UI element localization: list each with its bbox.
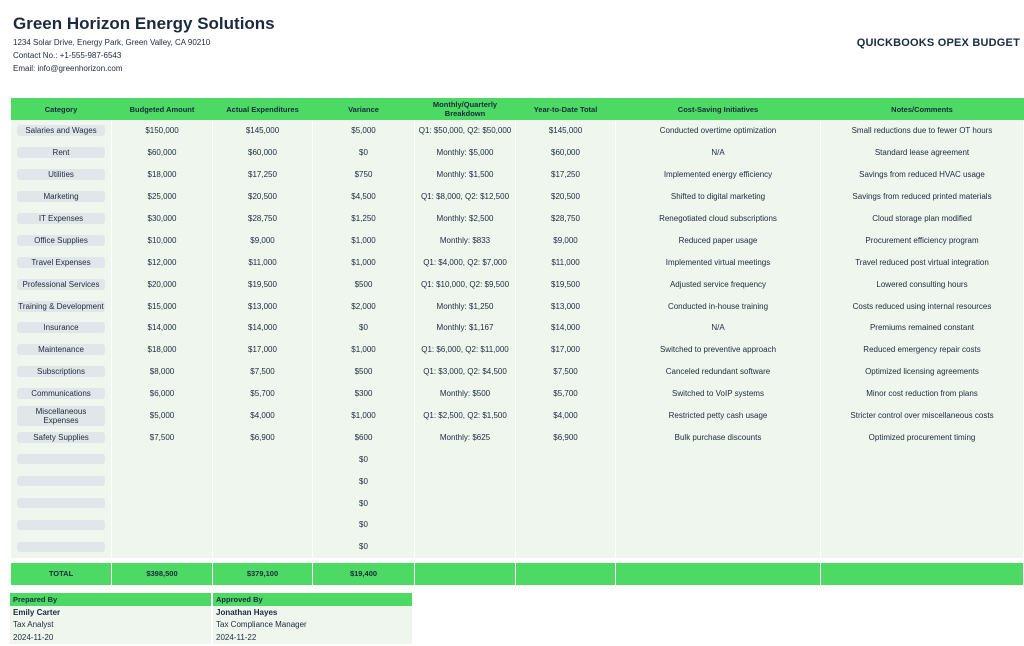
approved-by-date: 2024-11-22 (212, 631, 413, 644)
cell-actual: $14,000 (213, 317, 313, 339)
cell-budgeted: $7,500 (112, 426, 213, 448)
cell-budgeted (112, 492, 213, 514)
table-row (11, 208, 1024, 230)
cell-breakdown: Monthly: $2,500 (415, 208, 516, 230)
document-title: QUICKBOOKS OPEX BUDGET (856, 37, 1020, 49)
category-label: Communications (17, 388, 105, 399)
cell-budgeted (112, 536, 213, 560)
cell-budgeted: $15,000 (112, 295, 213, 317)
cell-initiative: Restricted petty cash usage (616, 405, 821, 427)
total-label: TOTAL (11, 560, 112, 585)
category-label (17, 542, 105, 552)
cell-breakdown: Monthly: $5,000 (415, 142, 516, 164)
cell-actual (213, 448, 313, 470)
category-label: Travel Expenses (17, 257, 105, 268)
total-variance: $19,400 (313, 560, 415, 585)
cell-breakdown (415, 470, 516, 492)
cell-notes: Stricter control over miscellaneous costs (821, 405, 1024, 427)
cell-category (11, 208, 112, 230)
cell-ytd (516, 492, 616, 514)
category-label (17, 476, 105, 486)
cell-category (11, 186, 112, 208)
category-label: Rent (17, 147, 105, 158)
cell-ytd: $7,500 (516, 361, 616, 383)
cell-variance: $500 (313, 273, 415, 295)
cell-breakdown: Monthly: $833 (415, 229, 516, 251)
cell-ytd: $17,000 (516, 339, 616, 361)
cell-notes: Lowered consulting hours (821, 273, 1024, 295)
table-row (11, 426, 1024, 448)
cell-notes: Cloud storage plan modified (821, 208, 1024, 230)
cell-variance: $1,000 (313, 339, 415, 361)
cell-category (11, 273, 112, 295)
cell-ytd: $60,000 (516, 142, 616, 164)
company-email: Email: info@greenhorizon.com (13, 64, 123, 73)
cell-actual (213, 536, 313, 560)
table-header-row (11, 98, 1024, 120)
table-row (11, 229, 1024, 251)
cell-ytd: $17,250 (516, 164, 616, 186)
cell-actual: $13,000 (213, 295, 313, 317)
cell-initiative: Implemented energy efficiency (616, 164, 821, 186)
cell-category (11, 492, 112, 514)
total-empty-breakdown (415, 560, 516, 585)
table-row (11, 317, 1024, 339)
cell-variance: $0 (313, 536, 415, 560)
cell-category (11, 470, 112, 492)
category-label: Training & Development (18, 301, 104, 311)
cell-category (11, 536, 112, 560)
cell-variance: $2,000 (313, 295, 415, 317)
total-empty-notes (821, 560, 1024, 585)
cell-notes: Standard lease agreement (821, 142, 1024, 164)
cell-ytd: $6,900 (516, 426, 616, 448)
prepared-by-header: Prepared By (10, 593, 212, 606)
table-row (11, 383, 1024, 405)
cell-initiative: Canceled redundant software (616, 361, 821, 383)
cell-variance: $0 (313, 317, 415, 339)
cell-notes: Minor cost reduction from plans (821, 383, 1024, 405)
cell-category (11, 229, 112, 251)
cell-variance: $0 (313, 492, 415, 514)
total-empty-initiative (616, 560, 821, 585)
cell-variance: $0 (313, 470, 415, 492)
cell-ytd: $9,000 (516, 229, 616, 251)
header-ytd-total: Year-to-Date Total (516, 98, 616, 120)
table-row (11, 142, 1024, 164)
prepared-by-date: 2024-11-20 (10, 631, 212, 644)
cell-budgeted: $10,000 (112, 229, 213, 251)
total-actual: $379,100 (213, 560, 313, 585)
cell-actual: $60,000 (213, 142, 313, 164)
cell-breakdown: Q1: $3,000, Q2: $4,500 (415, 361, 516, 383)
cell-variance: $1,000 (313, 251, 415, 273)
cell-budgeted (112, 514, 213, 536)
cell-breakdown (415, 536, 516, 560)
cell-breakdown: Monthly: $500 (415, 383, 516, 405)
cell-category (11, 448, 112, 470)
cell-category (11, 405, 112, 427)
table-row (11, 405, 1024, 427)
cell-actual: $6,900 (213, 426, 313, 448)
cell-breakdown (415, 514, 516, 536)
header-category: Category (11, 98, 112, 120)
company-address: 1234 Solar Drive, Energy Park, Green Valley, CA 90210 (13, 38, 211, 47)
cell-breakdown: Q1: $6,000, Q2: $11,000 (415, 339, 516, 361)
cell-breakdown: Q1: $4,000, Q2: $7,000 (415, 251, 516, 273)
company-name: Green Horizon Energy Solutions (13, 14, 275, 33)
cell-budgeted: $18,000 (112, 339, 213, 361)
cell-variance: $600 (313, 426, 415, 448)
header-budgeted-amount: Budgeted Amount (112, 98, 213, 120)
cell-variance: $0 (313, 514, 415, 536)
cell-actual: $5,700 (213, 383, 313, 405)
cell-notes: Travel reduced post virtual integration (821, 251, 1024, 273)
cell-category (11, 361, 112, 383)
cell-breakdown: Q1: $8,000, Q2: $12,500 (415, 186, 516, 208)
cell-budgeted: $25,000 (112, 186, 213, 208)
cell-notes (821, 536, 1024, 560)
category-label (17, 520, 105, 530)
cell-category (11, 339, 112, 361)
category-label: IT Expenses (17, 213, 105, 224)
cell-variance: $1,000 (313, 405, 415, 427)
cell-budgeted: $6,000 (112, 383, 213, 405)
total-empty-ytd (516, 560, 616, 585)
cell-variance: $5,000 (313, 120, 415, 142)
cell-budgeted (112, 448, 213, 470)
cell-variance: $1,000 (313, 229, 415, 251)
cell-notes (821, 470, 1024, 492)
cell-initiative: N/A (616, 317, 821, 339)
category-label: Utilities (17, 169, 105, 180)
category-label (17, 498, 105, 508)
cell-actual: $17,000 (213, 339, 313, 361)
header-notes: Notes/Comments (821, 98, 1024, 120)
total-row (11, 560, 1024, 585)
cell-actual: $11,000 (213, 251, 313, 273)
cell-notes: Reduced emergency repair costs (821, 339, 1024, 361)
header-actual-expenditures: Actual Expenditures (213, 98, 313, 120)
cell-breakdown: Monthly: $1,500 (415, 164, 516, 186)
category-label (17, 454, 105, 464)
cell-breakdown: Q1: $10,000, Q2: $9,500 (415, 273, 516, 295)
cell-initiative (616, 514, 821, 536)
cell-initiative (616, 492, 821, 514)
budget-table (10, 98, 1024, 585)
cell-ytd: $20,500 (516, 186, 616, 208)
prepared-by-title: Tax Analyst (10, 619, 212, 632)
category-label: Safety Supplies (17, 432, 105, 443)
cell-variance: $500 (313, 361, 415, 383)
cell-variance: $750 (313, 164, 415, 186)
cell-budgeted: $12,000 (112, 251, 213, 273)
cell-breakdown (415, 492, 516, 514)
table-row (11, 186, 1024, 208)
table-row (11, 295, 1024, 317)
cell-budgeted (112, 470, 213, 492)
cell-initiative: Renegotiated cloud subscriptions (616, 208, 821, 230)
cell-notes (821, 514, 1024, 536)
table-row (11, 470, 1024, 492)
cell-ytd (516, 470, 616, 492)
cell-budgeted: $30,000 (112, 208, 213, 230)
cell-budgeted: $5,000 (112, 405, 213, 427)
cell-variance: $1,250 (313, 208, 415, 230)
cell-ytd: $145,000 (516, 120, 616, 142)
cell-ytd: $11,000 (516, 251, 616, 273)
signoff-table (10, 593, 414, 644)
category-label: Professional Services (17, 279, 105, 290)
cell-initiative: Bulk purchase discounts (616, 426, 821, 448)
cell-category (11, 383, 112, 405)
cell-notes: Premiums remained constant (821, 317, 1024, 339)
approved-by-name: Jonathan Hayes (212, 606, 413, 619)
cell-initiative: Conducted overtime optimization (616, 120, 821, 142)
cell-budgeted: $14,000 (112, 317, 213, 339)
cell-category (11, 426, 112, 448)
cell-ytd (516, 536, 616, 560)
cell-breakdown: Q1: $50,000, Q2: $50,000 (415, 120, 516, 142)
approved-by-header: Approved By (212, 593, 413, 606)
category-label: Marketing (17, 191, 105, 202)
cell-breakdown: Q1: $2,500, Q2: $1,500 (415, 405, 516, 427)
table-row (11, 164, 1024, 186)
category-label: Maintenance (17, 344, 105, 355)
cell-ytd (516, 448, 616, 470)
cell-notes (821, 448, 1024, 470)
cell-initiative: Adjusted service frequency (616, 273, 821, 295)
cell-ytd: $13,000 (516, 295, 616, 317)
table-row (11, 448, 1024, 470)
cell-initiative: Switched to VoIP systems (616, 383, 821, 405)
category-label: Salaries and Wages (17, 125, 105, 136)
cell-actual: $20,500 (213, 186, 313, 208)
table-row (11, 120, 1024, 142)
header-breakdown: Monthly/Quarterly Breakdown (415, 98, 516, 120)
cell-notes: Savings from reduced printed materials (821, 186, 1024, 208)
cell-actual: $4,000 (213, 405, 313, 427)
cell-breakdown: Monthly: $625 (415, 426, 516, 448)
cell-budgeted: $60,000 (112, 142, 213, 164)
cell-category (11, 164, 112, 186)
total-budget: $398,500 (112, 560, 213, 585)
cell-initiative (616, 470, 821, 492)
table-row (11, 361, 1024, 383)
cell-category (11, 251, 112, 273)
category-label: Subscriptions (17, 366, 105, 377)
cell-category (11, 295, 112, 317)
header-variance: Variance (313, 98, 415, 120)
table-row (11, 492, 1024, 514)
cell-notes: Optimized procurement timing (821, 426, 1024, 448)
table-row (11, 273, 1024, 295)
cell-ytd: $5,700 (516, 383, 616, 405)
cell-budgeted: $8,000 (112, 361, 213, 383)
cell-budgeted: $18,000 (112, 164, 213, 186)
cell-variance: $0 (313, 142, 415, 164)
cell-initiative: Implemented virtual meetings (616, 251, 821, 273)
cell-budgeted: $150,000 (112, 120, 213, 142)
cell-initiative (616, 448, 821, 470)
cell-breakdown: Monthly: $1,167 (415, 317, 516, 339)
cell-initiative: N/A (616, 142, 821, 164)
cell-variance: $0 (313, 448, 415, 470)
table-body (11, 120, 1024, 560)
cell-variance: $300 (313, 383, 415, 405)
cell-actual (213, 470, 313, 492)
cell-actual (213, 492, 313, 514)
table-row (11, 251, 1024, 273)
cell-category (11, 142, 112, 164)
approved-by-title: Tax Compliance Manager (212, 619, 413, 632)
cell-actual: $9,000 (213, 229, 313, 251)
cell-initiative: Conducted in-house training (616, 295, 821, 317)
cell-actual: $17,250 (213, 164, 313, 186)
cell-breakdown (415, 448, 516, 470)
company-contact: Contact No.: +1-555-987-6543 (13, 51, 122, 60)
cell-category (11, 317, 112, 339)
category-label: Office Supplies (17, 235, 105, 246)
cell-ytd (516, 514, 616, 536)
cell-category (11, 514, 112, 536)
header-cost-saving: Cost-Saving Initiatives (616, 98, 821, 120)
cell-actual: $19,500 (213, 273, 313, 295)
cell-initiative: Reduced paper usage (616, 229, 821, 251)
category-label: Miscellaneous Expenses (17, 406, 105, 426)
cell-ytd: $19,500 (516, 273, 616, 295)
cell-notes: Costs reduced using internal resources (821, 295, 1024, 317)
cell-breakdown: Monthly: $1,250 (415, 295, 516, 317)
cell-ytd: $4,000 (516, 405, 616, 427)
cell-ytd: $28,750 (516, 208, 616, 230)
cell-notes: Procurement efficiency program (821, 229, 1024, 251)
table-row (11, 514, 1024, 536)
table-row (11, 536, 1024, 560)
cell-variance: $4,500 (313, 186, 415, 208)
cell-budgeted: $20,000 (112, 273, 213, 295)
cell-initiative: Shifted to digital marketing (616, 186, 821, 208)
cell-ytd: $14,000 (516, 317, 616, 339)
cell-actual: $28,750 (213, 208, 313, 230)
cell-category (11, 120, 112, 142)
cell-actual: $145,000 (213, 120, 313, 142)
cell-notes: Savings from reduced HVAC usage (821, 164, 1024, 186)
prepared-by-name: Emily Carter (10, 606, 212, 619)
table-row (11, 339, 1024, 361)
cell-notes: Small reductions due to fewer OT hours (821, 120, 1024, 142)
cell-actual: $7,500 (213, 361, 313, 383)
cell-initiative (616, 536, 821, 560)
cell-notes (821, 492, 1024, 514)
cell-actual (213, 514, 313, 536)
cell-notes: Optimized licensing agreements (821, 361, 1024, 383)
category-label: Insurance (17, 322, 105, 333)
cell-initiative: Switched to preventive approach (616, 339, 821, 361)
